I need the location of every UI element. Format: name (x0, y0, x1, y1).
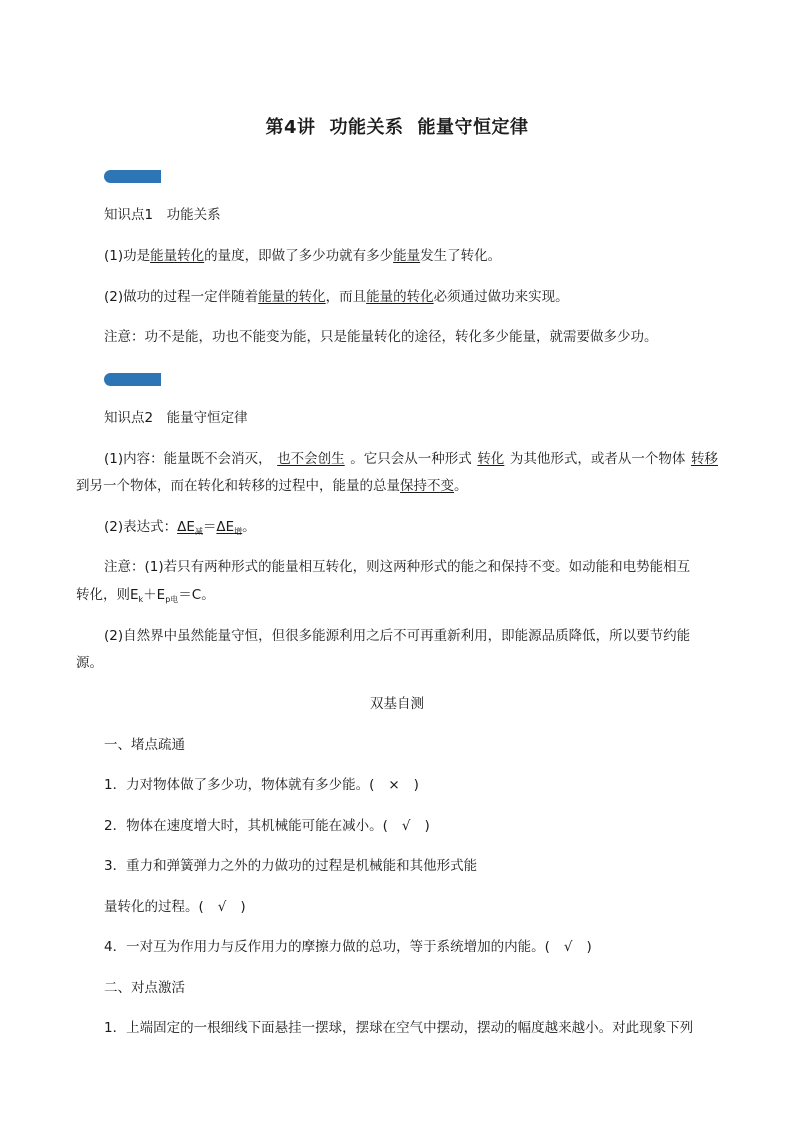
underlined-answer: 转移 (690, 451, 718, 467)
test-item-2: 2．物体在速度增大时，其机械能可能在减小。( √ ) (104, 818, 430, 834)
underlined-answer: 转化 (477, 451, 505, 467)
section-2-heading: 二、对点激活 (104, 980, 185, 996)
kp2-content-line-1: (1)内容：能量既不会消灭， 也不会创生 。它只会从一种形式 转化 为其他形式，或者从一个物体 转移 (104, 451, 718, 467)
delta-e-decrease: $\Delta E_减$ (177, 519, 203, 536)
kp2-note-line-2: 转化，则$E_k+E_{p电}=C$。 (76, 587, 215, 604)
answer-mark: × (388, 777, 400, 793)
kp2-note-line-1: 注意：(1)若只有两种形式的能量相互转化，则这两种形式的能之和保持不变。如动能和电势能相互 (104, 559, 691, 575)
underlined-answer: 能量转化 (150, 248, 205, 264)
question-1: 1．上端固定的一根细线下面悬挂一摆球，摆球在空气中摆动，摆动的幅度越来越小。对此现象下列 (104, 1020, 694, 1036)
kp2-content-line-2: 到另一个物体，而在转化和转移的过程中，能量的总量保持不变。 (76, 478, 468, 494)
title-part-2: 能量守恒定律 (417, 117, 529, 138)
kp2-note-line-3: (2)自然界中虽然能量守恒，但很多能源利用之后不可再重新利用，即能源品质降低，所以要节约能 (104, 628, 691, 644)
kp2-note-line-4: 源。 (76, 655, 103, 671)
answer-mark: √ (217, 899, 227, 915)
self-test-heading: 双基自测 (370, 696, 424, 712)
test-item-1: 1．力对物体做了多少功，物体就有多少能。( × ) (104, 777, 419, 793)
page-title (0, 116, 794, 140)
answer-mark: √ (401, 818, 411, 834)
kp2-heading: 知识点2 能量守恒定律 (104, 410, 248, 426)
title-part-1: 功能关系 (329, 117, 404, 138)
section-1-heading: 一、堵点疏通 (104, 737, 185, 753)
kp1-heading: 知识点1 功能关系 (104, 207, 221, 223)
kp2-expression: (2)表达式：$\Delta E_减=\Delta E_增$。 (104, 519, 256, 536)
lecture-number: 第4讲 (265, 117, 316, 138)
section-marker-bar-1 (104, 170, 161, 183)
delta-e-increase: $\Delta E_增$ (216, 519, 243, 536)
underlined-answer: 能量的转化 (258, 289, 326, 305)
underlined-answer: 保持不变 (400, 478, 454, 494)
underlined-answer: 能量 (393, 248, 421, 264)
kp1-line-2: (2)做功的过程一定伴随着能量的转化，而且能量的转化必须通过做功来实现。 (104, 289, 569, 305)
test-item-4: 4．一对互为作用力与反作用力的摩擦力做的总功，等于系统增加的内能。( √ ) (104, 939, 592, 955)
answer-mark: √ (563, 939, 573, 955)
kp1-note: 注意：功不是能，功也不能变为能，只是能量转化的途径，转化多少能量，就需要做多少功。 (104, 329, 658, 345)
kp1-line-1: (1)功是能量转化的量度，即做了多少功就有多少能量发生了转化。 (104, 248, 502, 264)
test-item-3-line-1: 3．重力和弹簧弹力之外的力做功的过程是机械能和其他形式能 (104, 858, 478, 874)
section-marker-bar-2 (104, 373, 161, 386)
underlined-answer: 也不会创生 (277, 451, 345, 467)
test-item-3-line-2: 量转化的过程。( √ ) (104, 899, 246, 915)
underlined-answer: 能量的转化 (366, 289, 434, 305)
